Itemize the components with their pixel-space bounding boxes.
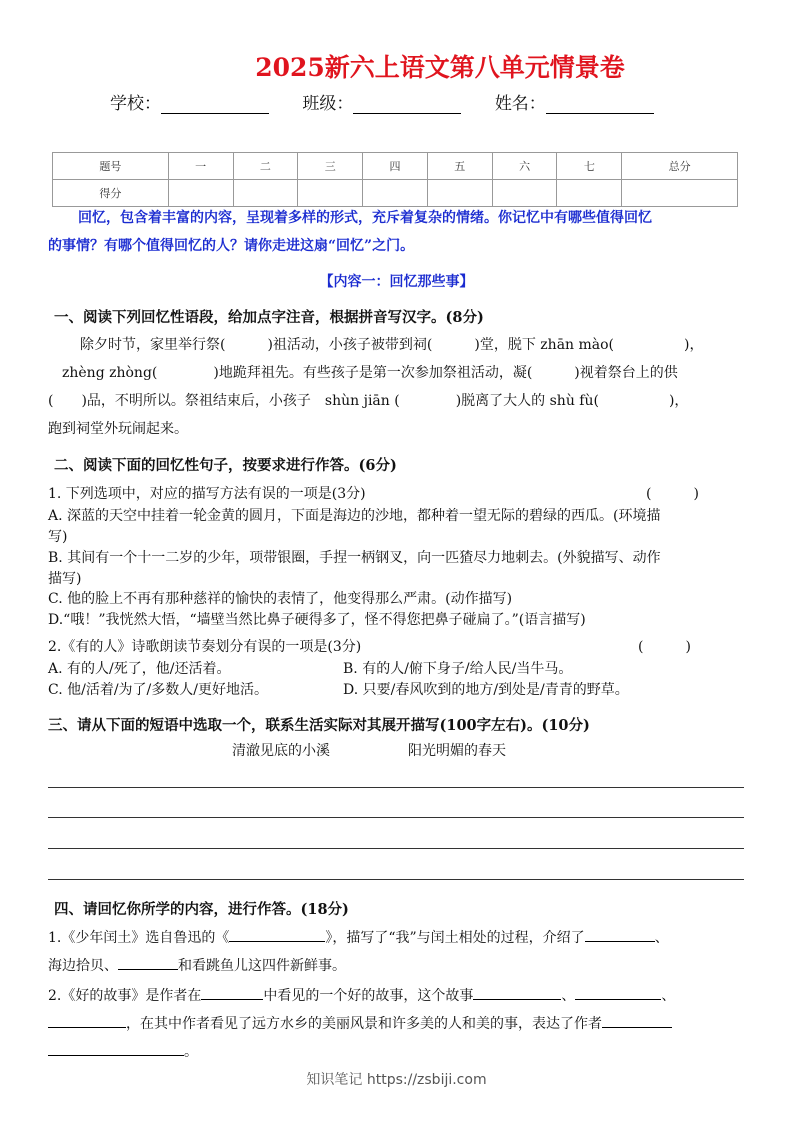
class-field[interactable] (353, 95, 461, 114)
blank[interactable] (48, 1041, 184, 1056)
writing-line[interactable] (48, 879, 744, 880)
q1-line: zhèng zhòng( )地跪拜祖先。有些孩子是第一次参加祭祖活动，凝( )视着祭台上的供 (62, 365, 678, 381)
q2-line: D.“哦！”我恍然大悟，“墙壁当然比鼻子硬得多了，怪不得您把鼻子碰扁了。”(语言描写) (48, 612, 586, 628)
option: D. 只要/春风吹到的地方/到处是/青青的野草。 (343, 682, 629, 698)
q1-line: 跑到祠堂外玩闹起来。 (48, 421, 188, 437)
q1-line: 除夕时节，家里举行祭( )祖活动，小孩子被带到祠( )堂，脱下 zhān mào( )， (80, 337, 704, 353)
q2-line: C. 他的脸上不再有那种慈祥的愉快的表情了，他变得那么严肃。(动作描写) (48, 591, 513, 607)
header-cell: 七 (557, 153, 622, 180)
writing-line[interactable] (48, 787, 744, 788)
text: ，在其中作者看见了远方水乡的美丽风景和许多美的人和美的事，表达了作者 (126, 1016, 602, 1032)
header-cell: 六 (492, 153, 557, 180)
score-cell[interactable] (557, 180, 622, 207)
q1-heading: 一、阅读下列回忆性语段，给加点字注音，根据拼音写汉字。(8分) (54, 309, 484, 326)
intro-line: 回忆，包含着丰富的内容，呈现着多样的形式，充斥着复杂的情绪。你记忆中有哪些值得回忆 (78, 210, 652, 226)
q4-line (48, 1041, 198, 1062)
writing-line[interactable] (48, 848, 744, 849)
q4-heading: 四、请回忆你所学的内容，进行作答。(18分) (54, 901, 349, 918)
text: 、 (654, 930, 669, 946)
blank[interactable] (473, 985, 561, 1000)
q2-heading: 二、阅读下面的回忆性句子，按要求进行作答。(6分) (54, 457, 397, 474)
text: 2.《好的故事》是作者在 (48, 988, 202, 1004)
row-label: 得分 (53, 180, 169, 207)
answer-paren[interactable]: ( ) (638, 639, 691, 655)
writing-line[interactable] (48, 817, 744, 818)
option: A. 有的人/死了，他/还活着。 (48, 661, 231, 677)
answer-paren[interactable]: ( ) (646, 486, 699, 502)
blank[interactable] (585, 927, 655, 942)
blank[interactable] (48, 1013, 126, 1028)
school-label: 学校： (110, 94, 161, 114)
option: B. 有的人/俯下身子/给人民/当牛马。 (343, 661, 573, 677)
q3-heading: 三、请从下面的短语中选取一个，联系生活实际对其展开描写(100字左右)。(10分) (48, 717, 590, 734)
text: 中看见的一个好的故事，这个故事 (263, 988, 474, 1004)
page-title: 2025新六上语文第八单元情景卷 (255, 53, 625, 82)
text: 》，描写了“我”与闰土相处的过程，介绍了 (325, 930, 585, 946)
text: 和看跳鱼儿这四件新鲜事。 (178, 958, 346, 974)
score-cell[interactable] (168, 180, 233, 207)
score-cell[interactable] (233, 180, 298, 207)
header-cell: 三 (298, 153, 363, 180)
q4-line (48, 985, 675, 1006)
header-cell: 五 (427, 153, 492, 180)
phrase: 清澈见底的小溪 (232, 743, 330, 759)
q1-line: ( )品，不明所以。祭祖结束后，小孩子 shùn jiān ( )脱离了大人的 shù fù( )， (48, 393, 689, 409)
header-cell: 一 (168, 153, 233, 180)
score-cell[interactable] (492, 180, 557, 207)
text: 1.《少年闰土》选自鲁迅的《 (48, 930, 230, 946)
score-cell[interactable] (363, 180, 428, 207)
option: C. 他/活着/为了/多数人/更好地活。 (48, 682, 268, 698)
q2-line: 1. 下列选项中，对应的描写方法有误的一项是(3分) (48, 486, 366, 502)
score-cell[interactable] (298, 180, 363, 207)
q2-line: B. 其间有一个十一二岁的少年，项带银圈，手捏一柄钢叉，向一匹猹尽力地刺去。(外貌描写、动作 (48, 550, 661, 566)
name-field[interactable] (546, 95, 654, 114)
footer-watermark: 知识笔记 https://zsbiji.com (306, 1072, 487, 1088)
q2-line: 描写) (48, 571, 82, 587)
name-label: 姓名： (494, 94, 546, 114)
q4-line (48, 955, 346, 976)
q2-line: A. 深蓝的天空中挂着一轮金黄的圆月，下面是海边的沙地，都种着一望无际的碧绿的西瓜。(环境描 (48, 508, 661, 524)
text: 、 (661, 988, 676, 1004)
score-table (52, 152, 738, 207)
header-cell: 总分 (622, 153, 738, 180)
intro-line: 的事情？有哪个值得回忆的人？请你走进这扇“回忆”之门。 (48, 238, 415, 254)
blank[interactable] (575, 985, 661, 1000)
text: 、 (561, 988, 576, 1004)
blank[interactable] (201, 985, 263, 1000)
blank[interactable] (602, 1013, 672, 1028)
class-label: 班级： (302, 94, 354, 114)
q2-line: 2.《有的人》诗歌朗读节奏划分有误的一项是(3分) (48, 639, 362, 655)
score-cell[interactable] (427, 180, 492, 207)
q4-line (48, 927, 669, 948)
phrase: 阳光明媚的春天 (408, 743, 506, 759)
section-title: 【内容一：回忆那些事】 (319, 274, 474, 290)
blank[interactable] (118, 955, 178, 970)
q2-line: 写) (48, 529, 68, 545)
text: 海边拾贝、 (48, 958, 118, 974)
header-cell: 二 (233, 153, 298, 180)
header-cell: 四 (363, 153, 428, 180)
score-cell[interactable] (622, 180, 738, 207)
school-field[interactable] (161, 95, 269, 114)
text: 。 (184, 1044, 198, 1060)
student-info (110, 94, 682, 114)
header-cell: 题号 (53, 153, 169, 180)
blank[interactable] (229, 927, 325, 942)
q4-line (48, 1013, 672, 1034)
